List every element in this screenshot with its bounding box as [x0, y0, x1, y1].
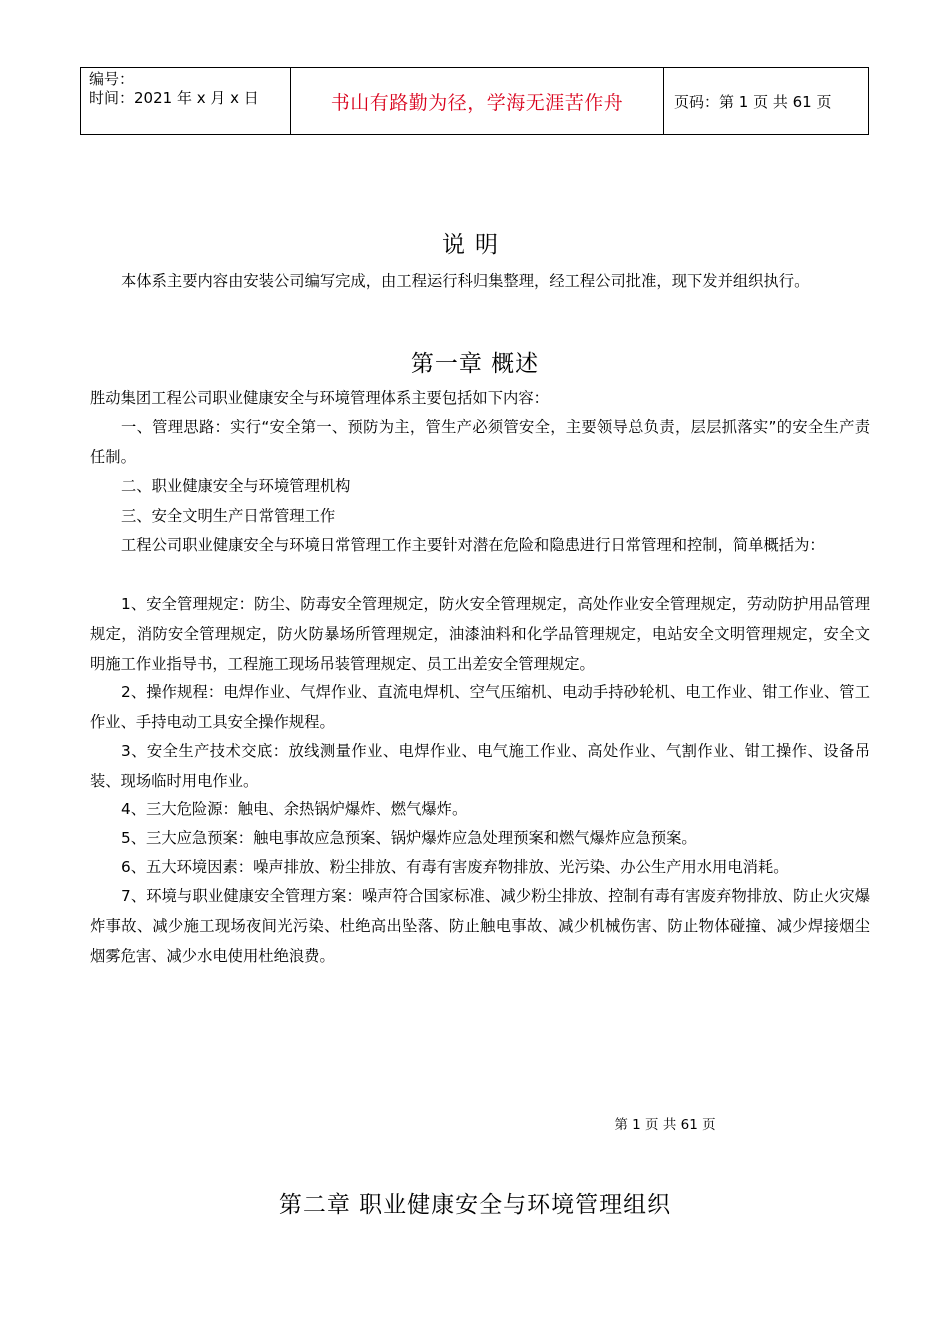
chapter1-title: 第一章 概述	[410, 351, 540, 377]
page-footer: 第 1 页 共 61 页	[614, 1117, 716, 1133]
chapter1-item-3: 三、安全文明生产日常管理工作	[121, 507, 336, 525]
chapter1-intro: 胜动集团工程公司职业健康安全与环境管理体系主要包括如下内容：	[90, 389, 549, 407]
chapter1-item-6: 2、操作规程：电焊作业、气焊作业、直流电焊机、空气压缩机、电动手持砂轮机、电工作业、钳工作业、管工作业、手持电动工具安全操作规程。	[90, 683, 870, 731]
header-page-info: 页码：第 1 页 共 61 页	[664, 68, 869, 135]
chapter1-item-1: 一、管理思路：实行“安全第一、预防为主，管生产必须管安全，主要领导总负责，层层抓落实”的安全生产责任制。	[90, 418, 870, 466]
header-date-label: 时间：2021 年 x 月 x 日	[89, 89, 259, 107]
chapter1-item-2: 二、职业健康安全与环境管理机构	[121, 477, 351, 495]
explanation-body: 本体系主要内容由安装公司编写完成，由工程运行科归集整理，经工程公司批准，现下发并组织执行。	[121, 272, 810, 290]
document-header-table	[80, 67, 869, 135]
explanation-title: 说明	[442, 232, 508, 258]
chapter1-item-7: 3、安全生产技术交底：放线测量作业、电焊作业、电气施工作业、高处作业、气割作业、钳工操作、设备吊装、现场临时用电作业。	[90, 742, 870, 790]
chapter1-item-5: 1、安全管理规定：防尘、防毒安全管理规定，防火安全管理规定，高处作业安全管理规定，劳动防护用品管理规定，消防安全管理规定，防火防暴场所管理规定，油漆油料和化学品管理规定，电站安全文明管理规定，安全文明施工作业指导书，工程施工现场吊装管理规定、员工出差安全管理规定。	[90, 595, 870, 673]
header-motto: 书山有路勤为径，学海无涯苦作舟	[291, 68, 664, 135]
header-number-label: 编号：	[89, 70, 135, 88]
chapter1-item-11: 7、环境与职业健康安全管理方案：噪声符合国家标准、减少粉尘排放、控制有毒有害废弃物排放、防止火灾爆炸事故、减少施工现场夜间光污染、杜绝高出坠落、防止触电事故、减少机械伤害、防止物体碰撞、减少焊接烟尘烟雾危害、减少水电使用杜绝浪费。	[90, 887, 870, 965]
chapter1-item-8: 4、三大危险源：触电、余热锅炉爆炸、燃气爆炸。	[121, 800, 468, 818]
chapter1-item-10: 6、五大环境因素：噪声排放、粉尘排放、有毒有害废弃物排放、光污染、办公生产用水用电消耗。	[121, 858, 789, 876]
chapter1-item-9: 5、三大应急预案：触电事故应急预案、锅炉爆炸应急处理预案和燃气爆炸应急预案。	[121, 829, 697, 847]
chapter2-title: 第二章 职业健康安全与环境管理组织	[278, 1192, 672, 1218]
chapter1-item-4: 工程公司职业健康安全与环境日常管理工作主要针对潜在危险和隐患进行日常管理和控制，简单概括为：	[121, 536, 825, 554]
header-meta-cell	[81, 68, 291, 135]
